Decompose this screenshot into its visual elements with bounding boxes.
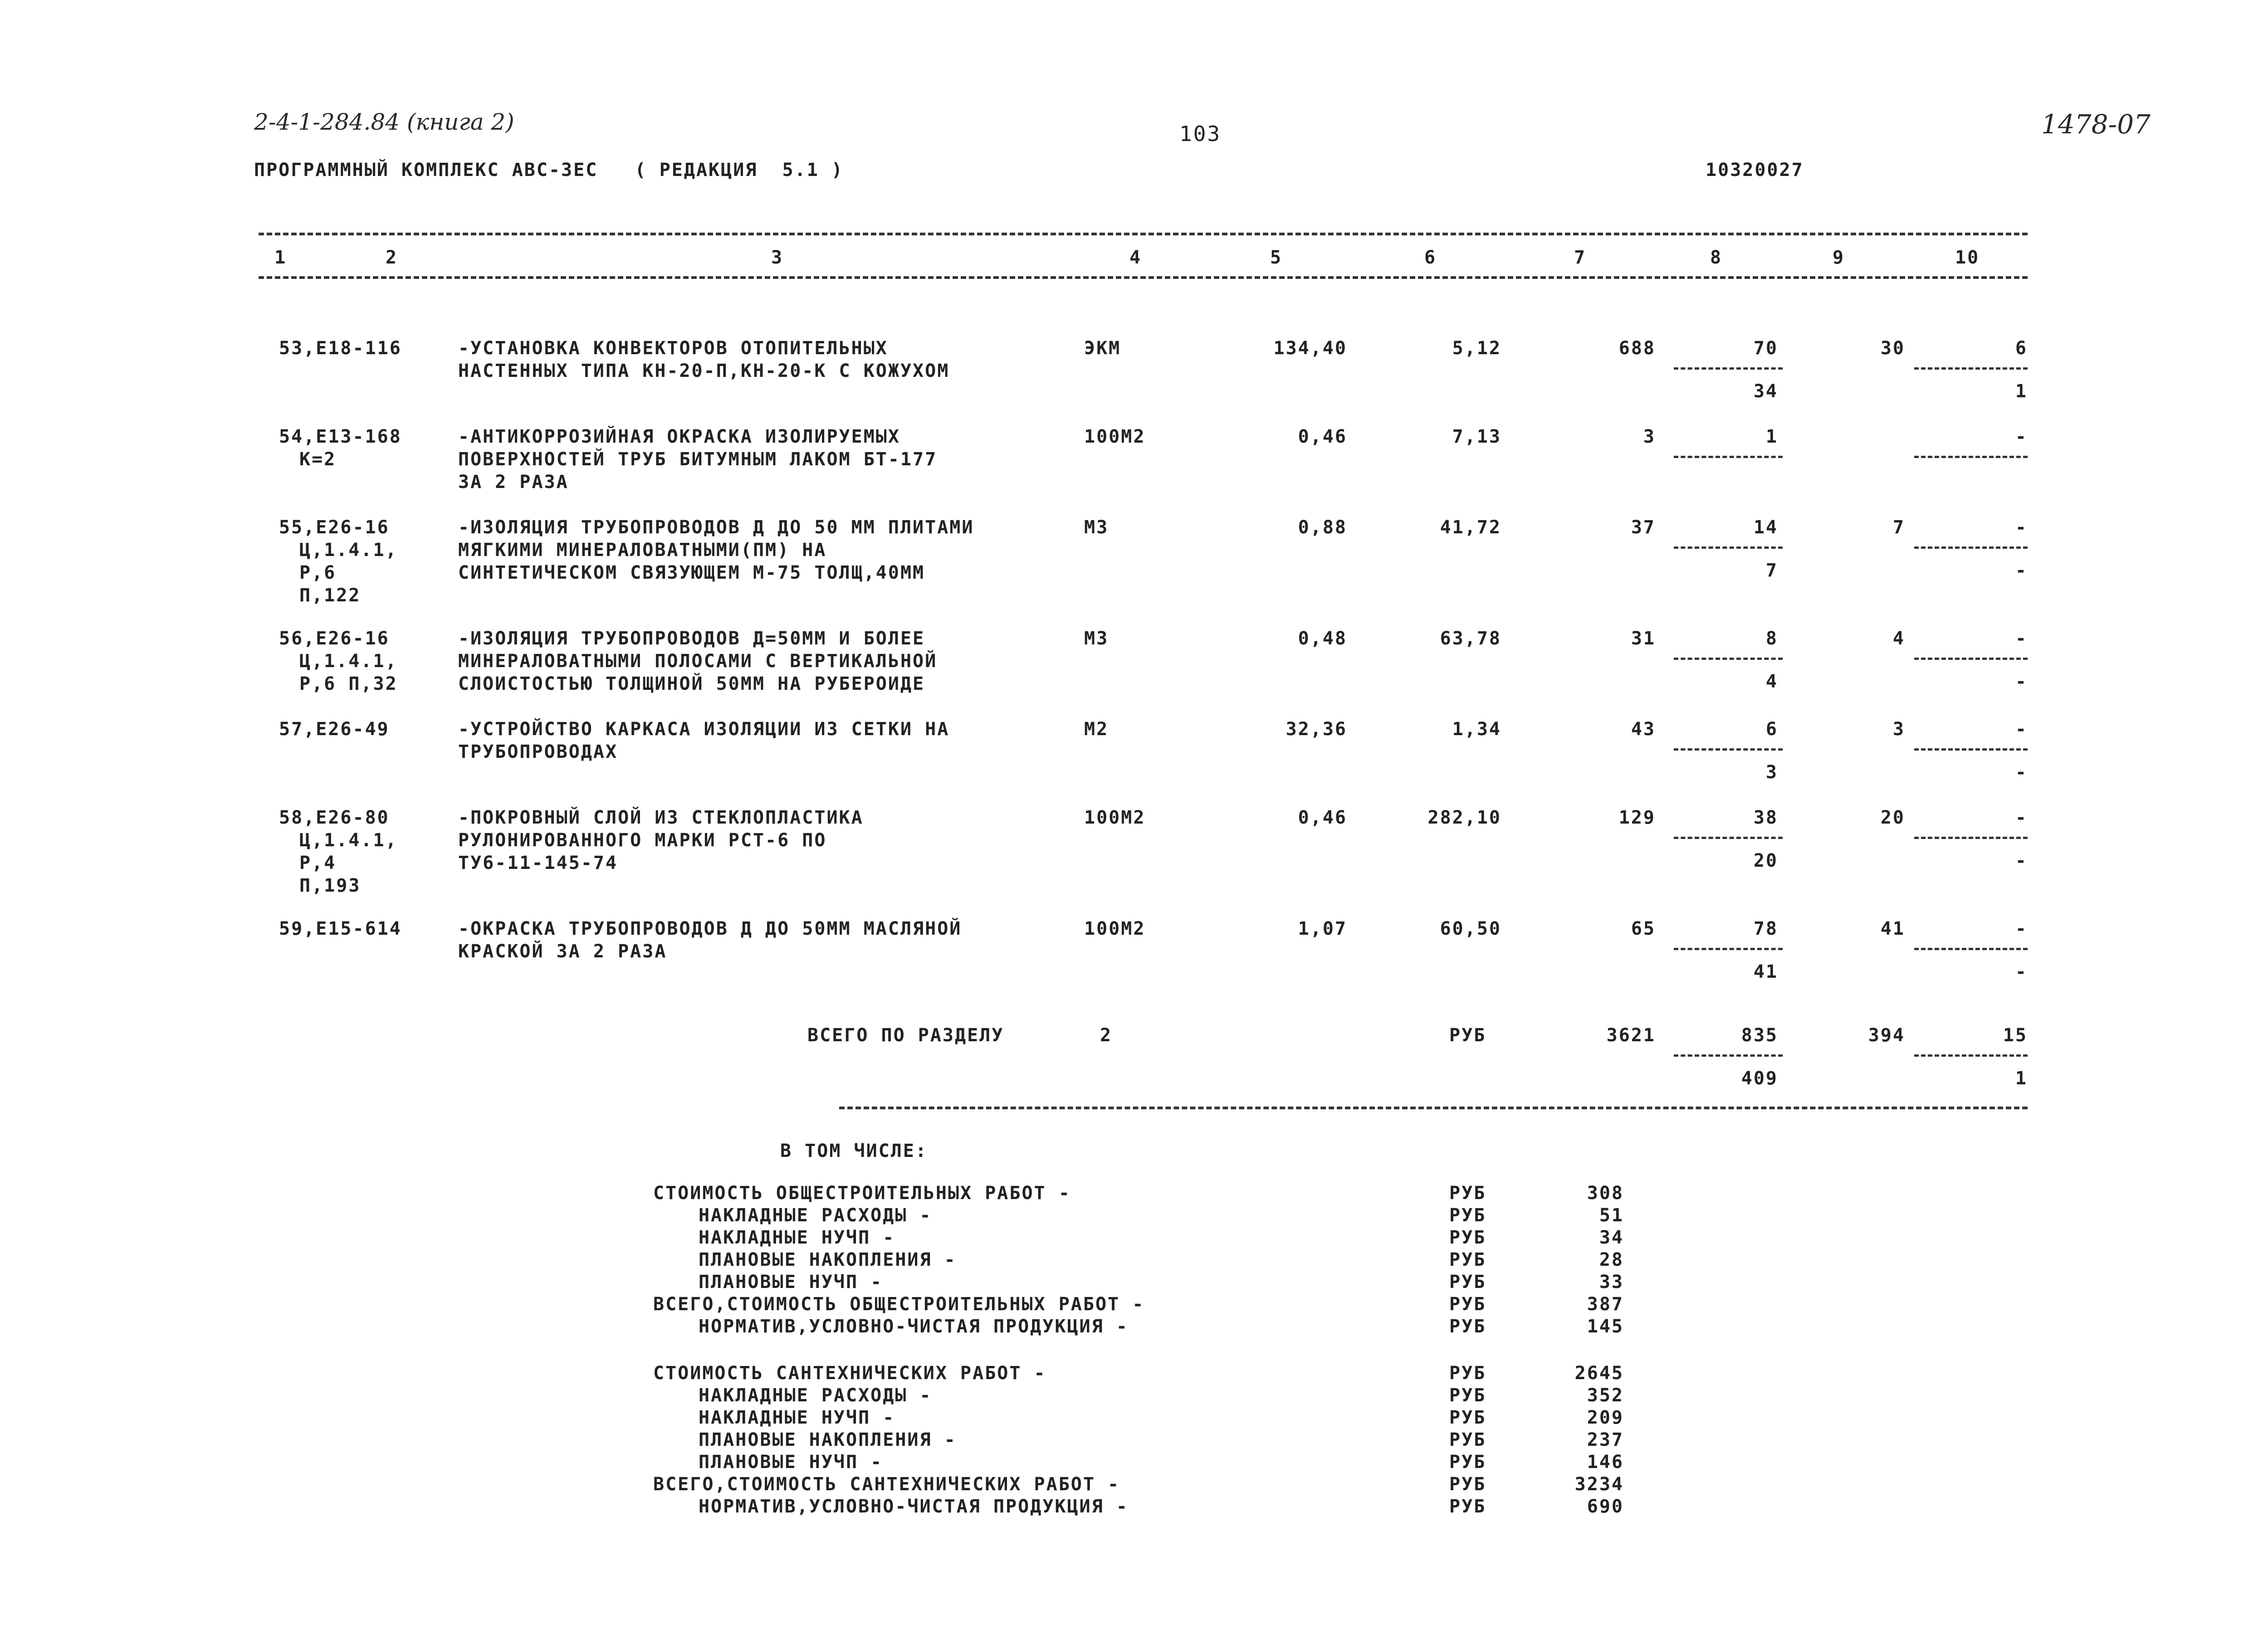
row-description: СИНТЕТИЧЕСКОМ СВЯЗУЮЩЕМ М-75 ТОЛЩ,40ММ xyxy=(458,562,925,583)
program-title: ПРОГРАММНЫЙ КОМПЛЕКС АВС-ЗЕС ( РЕДАКЦИЯ 5.1 ) xyxy=(254,160,844,180)
summary-unit: РУБ xyxy=(1449,1249,1486,1270)
row-description: КРАСКОЙ ЗА 2 РАЗА xyxy=(458,941,667,962)
row-description: РУЛОНИРОВАННОГО МАРКИ РСТ-6 ПО xyxy=(458,830,827,851)
summary-label: ПЛАНОВЫЕ НАКОПЛЕНИЯ - xyxy=(699,1249,957,1270)
row-unit-price: 282,10 xyxy=(1427,807,1501,828)
section-total-col10-bottom: 1 xyxy=(2015,1068,2028,1089)
summary-unit: РУБ xyxy=(1449,1385,1486,1406)
summary-value: 237 xyxy=(1587,1429,1624,1450)
row-col9: 20 xyxy=(1880,807,1905,828)
row-col9: 7 xyxy=(1892,517,1905,538)
summary-value: 34 xyxy=(1599,1227,1624,1248)
fraction-line xyxy=(1914,748,2028,751)
summary-value: 51 xyxy=(1599,1205,1624,1226)
fraction-line xyxy=(1674,837,1783,839)
section-total-col10-top: 15 xyxy=(2003,1025,2028,1046)
section-total-col8-top: 835 xyxy=(1741,1025,1778,1046)
row-quantity: 0,48 xyxy=(1298,628,1347,649)
row-col8-bottom: 41 xyxy=(1753,961,1778,982)
summary-label: СТОИМОСТЬ ОБЩЕСТРОИТЕЛЬНЫХ РАБОТ - xyxy=(653,1183,1071,1204)
row-unit-price: 7,13 xyxy=(1452,426,1501,447)
column-number-8: 8 xyxy=(1710,247,1723,268)
row-col10-bottom: - xyxy=(2015,850,2028,871)
summary-label: СТОИМОСТЬ САНТЕХНИЧЕСКИХ РАБОТ - xyxy=(653,1363,1046,1384)
row-col9: 41 xyxy=(1880,918,1905,939)
header-rule-top xyxy=(259,233,2028,235)
total-rule xyxy=(839,1107,2028,1109)
row-description: ПОВЕРХНОСТЕЙ ТРУБ БИТУМНЫМ ЛАКОМ БТ-177 xyxy=(458,449,938,470)
summary-value: 690 xyxy=(1587,1496,1624,1517)
row-col10-bottom: - xyxy=(2015,762,2028,783)
row-total: 43 xyxy=(1631,719,1656,740)
column-number-3: 3 xyxy=(771,247,784,268)
row-code: 54,Е13-168 xyxy=(279,426,402,447)
row-description: -ПОКРОВНЫЙ СЛОЙ ИЗ СТЕКЛОПЛАСТИКА xyxy=(458,807,864,828)
summary-unit: РУБ xyxy=(1449,1316,1486,1337)
summary-value: 3234 xyxy=(1574,1474,1624,1495)
row-col8-top: 70 xyxy=(1753,338,1778,359)
summary-label: НАКЛАДНЫЕ НУЧП - xyxy=(699,1227,895,1248)
fraction-line xyxy=(1914,546,2028,549)
row-col10-bottom: 1 xyxy=(2015,381,2028,402)
row-col10-top: - xyxy=(2015,719,2028,740)
row-code: 58,Е26-80 xyxy=(279,807,390,828)
column-number-2: 2 xyxy=(386,247,398,268)
row-code: Ц,1.4.1, xyxy=(299,540,398,561)
section-total-col8-bottom: 409 xyxy=(1741,1068,1778,1089)
row-unit: 100М2 xyxy=(1084,426,1146,447)
summary-unit: РУБ xyxy=(1449,1452,1486,1473)
fraction-line xyxy=(1674,948,1783,950)
header-rule-bottom xyxy=(259,276,2028,279)
row-code: 59,Е15-614 xyxy=(279,918,402,939)
row-col10-top: - xyxy=(2015,628,2028,649)
page-number: 103 xyxy=(1179,122,1222,146)
row-code: 55,Е26-16 xyxy=(279,517,390,538)
row-quantity: 0,88 xyxy=(1298,517,1347,538)
section-total-unit: РУБ xyxy=(1449,1025,1486,1046)
section-total-number: 2 xyxy=(1100,1025,1113,1046)
fraction-line xyxy=(1674,456,1783,458)
row-code: Р,6 П,32 xyxy=(299,673,398,694)
row-code: П,193 xyxy=(299,875,361,896)
row-col8-bottom: 20 xyxy=(1753,850,1778,871)
summary-unit: РУБ xyxy=(1449,1227,1486,1248)
section-total-sum: 3621 xyxy=(1606,1025,1656,1046)
fraction-line xyxy=(1674,367,1783,370)
row-col9: 30 xyxy=(1880,338,1905,359)
row-description: -УСТАНОВКА КОНВЕКТОРОВ ОТОПИТЕЛЬНЫХ xyxy=(458,338,888,359)
summary-label: ПЛАНОВЫЕ НУЧП - xyxy=(699,1272,883,1293)
row-unit: М2 xyxy=(1084,719,1109,740)
summary-label: ВСЕГО,СТОИМОСТЬ ОБЩЕСТРОИТЕЛЬНЫХ РАБОТ - xyxy=(653,1294,1145,1315)
column-number-7: 7 xyxy=(1574,247,1587,268)
row-code: Р,4 xyxy=(299,853,337,873)
row-code: 53,Е18-116 xyxy=(279,338,402,359)
summary-value: 33 xyxy=(1599,1272,1624,1293)
row-code: Ц,1.4.1, xyxy=(299,651,398,672)
row-total: 37 xyxy=(1631,517,1656,538)
summary-label: ПЛАНОВЫЕ НАКОПЛЕНИЯ - xyxy=(699,1429,957,1450)
row-total: 31 xyxy=(1631,628,1656,649)
row-col10-bottom: - xyxy=(2015,961,2028,982)
row-unit: ЭКМ xyxy=(1084,338,1121,359)
row-description: МИНЕРАЛОВАТНЫМИ ПОЛОСАМИ С ВЕРТИКАЛЬНОЙ xyxy=(458,651,938,672)
summary-label: ПЛАНОВЫЕ НУЧП - xyxy=(699,1452,883,1473)
row-description: МЯГКИМИ МИНЕРАЛОВАТНЫМИ(ПМ) НА xyxy=(458,540,827,561)
row-col9: 3 xyxy=(1892,719,1905,740)
document-code: 10320027 xyxy=(1706,160,1804,180)
section-total-col9: 394 xyxy=(1868,1025,1905,1046)
sheet-reference: 1478-07 xyxy=(2041,109,2151,140)
column-number-9: 9 xyxy=(1833,247,1845,268)
row-unit: М3 xyxy=(1084,517,1109,538)
summary-label: НОРМАТИВ,УСЛОВНО-ЧИСТАЯ ПРОДУКЦИЯ - xyxy=(699,1316,1129,1337)
row-quantity: 0,46 xyxy=(1298,807,1347,828)
summary-value: 146 xyxy=(1587,1452,1624,1473)
summary-label: НОРМАТИВ,УСЛОВНО-ЧИСТАЯ ПРОДУКЦИЯ - xyxy=(699,1496,1129,1517)
row-description: -ИЗОЛЯЦИЯ ТРУБОПРОВОДОВ Д ДО 50 ММ ПЛИТАМИ xyxy=(458,517,974,538)
including-label: В ТОМ ЧИСЛЕ: xyxy=(780,1141,928,1161)
summary-unit: РУБ xyxy=(1449,1429,1486,1450)
fraction-line xyxy=(1674,748,1783,751)
row-col8-bottom: 3 xyxy=(1765,762,1778,783)
row-description: ЗА 2 РАЗА xyxy=(458,472,569,493)
row-col10-bottom: - xyxy=(2015,560,2028,581)
row-total: 65 xyxy=(1631,918,1656,939)
summary-value: 352 xyxy=(1587,1385,1624,1406)
row-col8-bottom: 34 xyxy=(1753,381,1778,402)
summary-unit: РУБ xyxy=(1449,1496,1486,1517)
summary-unit: РУБ xyxy=(1449,1363,1486,1384)
row-col8-top: 1 xyxy=(1765,426,1778,447)
row-total: 688 xyxy=(1618,338,1656,359)
summary-unit: РУБ xyxy=(1449,1294,1486,1315)
row-col9: 4 xyxy=(1892,628,1905,649)
row-total: 3 xyxy=(1643,426,1656,447)
row-quantity: 0,46 xyxy=(1298,426,1347,447)
row-code: 56,Е26-16 xyxy=(279,628,390,649)
fraction-line xyxy=(1914,837,2028,839)
section-total-label: ВСЕГО ПО РАЗДЕЛУ xyxy=(807,1025,1004,1046)
row-col10-top: - xyxy=(2015,918,2028,939)
row-col10-top: - xyxy=(2015,517,2028,538)
summary-value: 145 xyxy=(1587,1316,1624,1337)
row-total: 129 xyxy=(1618,807,1656,828)
row-description: -УСТРОЙСТВО КАРКАСА ИЗОЛЯЦИИ ИЗ СЕТКИ НА xyxy=(458,719,950,740)
row-col8-top: 38 xyxy=(1753,807,1778,828)
summary-label: НАКЛАДНЫЕ НУЧП - xyxy=(699,1407,895,1428)
row-description: -ИЗОЛЯЦИЯ ТРУБОПРОВОДОВ Д=50ММ И БОЛЕЕ xyxy=(458,628,925,649)
row-unit: М3 xyxy=(1084,628,1109,649)
row-description: СЛОИСТОСТЬЮ ТОЛЩИНОЙ 50ММ НА РУБЕРОИДЕ xyxy=(458,673,925,694)
row-col10-top: 6 xyxy=(2015,338,2028,359)
row-description: ТРУБОПРОВОДАХ xyxy=(458,741,618,762)
summary-value: 387 xyxy=(1587,1294,1624,1315)
row-unit: 100М2 xyxy=(1084,918,1146,939)
row-description: -ОКРАСКА ТРУБОПРОВОДОВ Д ДО 50ММ МАСЛЯНОЙ xyxy=(458,918,962,939)
summary-unit: РУБ xyxy=(1449,1205,1486,1226)
summary-label: ВСЕГО,СТОИМОСТЬ САНТЕХНИЧЕСКИХ РАБОТ - xyxy=(653,1474,1120,1495)
row-col8-top: 8 xyxy=(1765,628,1778,649)
row-unit: 100М2 xyxy=(1084,807,1146,828)
row-unit-price: 63,78 xyxy=(1440,628,1501,649)
summary-value: 308 xyxy=(1587,1183,1624,1204)
row-description: НАСТЕННЫХ ТИПА КН-20-П,КН-20-К С КОЖУХОМ xyxy=(458,361,950,381)
summary-unit: РУБ xyxy=(1449,1183,1486,1204)
document-reference: 2-4-1-284.84 (книга 2) xyxy=(254,109,514,135)
row-code: Р,6 xyxy=(299,562,337,583)
column-number-1: 1 xyxy=(274,247,287,268)
row-unit-price: 1,34 xyxy=(1452,719,1501,740)
column-number-5: 5 xyxy=(1270,247,1283,268)
fraction-line xyxy=(1914,1054,2028,1057)
row-description: -АНТИКОРРОЗИЙНАЯ ОКРАСКА ИЗОЛИРУЕМЫХ xyxy=(458,426,900,447)
summary-label: НАКЛАДНЫЕ РАСХОДЫ - xyxy=(699,1205,932,1226)
row-code: Ц,1.4.1, xyxy=(299,830,398,851)
summary-label: НАКЛАДНЫЕ РАСХОДЫ - xyxy=(699,1385,932,1406)
row-quantity: 32,36 xyxy=(1286,719,1347,740)
fraction-line xyxy=(1914,456,2028,458)
summary-unit: РУБ xyxy=(1449,1474,1486,1495)
row-unit-price: 5,12 xyxy=(1452,338,1501,359)
fraction-line xyxy=(1674,546,1783,549)
fraction-line xyxy=(1914,658,2028,660)
row-code: К=2 xyxy=(299,449,337,470)
fraction-line xyxy=(1674,1054,1783,1057)
row-col10-top: - xyxy=(2015,426,2028,447)
row-unit-price: 60,50 xyxy=(1440,918,1501,939)
row-unit-price: 41,72 xyxy=(1440,517,1501,538)
row-col10-top: - xyxy=(2015,807,2028,828)
summary-value: 2645 xyxy=(1574,1363,1624,1384)
row-col8-bottom: 4 xyxy=(1765,671,1778,692)
fraction-line xyxy=(1914,367,2028,370)
row-code: 57,Е26-49 xyxy=(279,719,390,740)
row-quantity: 1,07 xyxy=(1298,918,1347,939)
summary-unit: РУБ xyxy=(1449,1407,1486,1428)
summary-value: 209 xyxy=(1587,1407,1624,1428)
row-col8-top: 14 xyxy=(1753,517,1778,538)
row-col8-bottom: 7 xyxy=(1765,560,1778,581)
row-code: П,122 xyxy=(299,585,361,606)
row-col8-top: 78 xyxy=(1753,918,1778,939)
summary-value: 28 xyxy=(1599,1249,1624,1270)
row-description: ТУ6-11-145-74 xyxy=(458,853,618,873)
column-number-4: 4 xyxy=(1129,247,1142,268)
summary-unit: РУБ xyxy=(1449,1272,1486,1293)
row-quantity: 134,40 xyxy=(1273,338,1347,359)
column-number-6: 6 xyxy=(1424,247,1437,268)
row-col10-bottom: - xyxy=(2015,671,2028,692)
row-col8-top: 6 xyxy=(1765,719,1778,740)
fraction-line xyxy=(1674,658,1783,660)
fraction-line xyxy=(1914,948,2028,950)
column-number-10: 10 xyxy=(1955,247,1980,268)
